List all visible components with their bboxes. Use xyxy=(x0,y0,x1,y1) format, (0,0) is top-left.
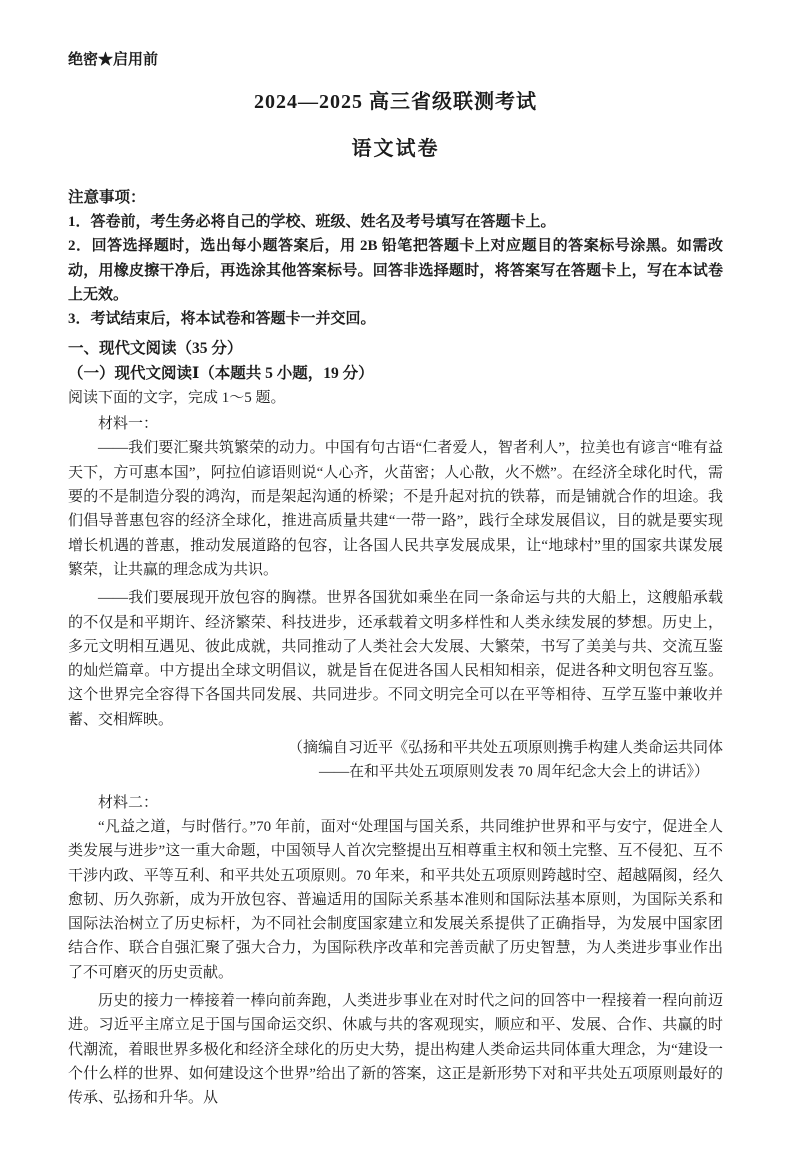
material-two-paragraph-2: 历史的接力一棒接着一棒向前奔跑，人类进步事业在对时代之问的回答中一程接着一程向前迈进。习近平主席立足于国与国命运交织、休戚与共的客观现实，顺应和平、发展、合作、共赢的时代潮流，着眼世界多极化和经济全球化的历史大势，提出构建人类命运共同体重大理念，为“建设一个什么样的世界、如何建设这个世界”给出了新的答案，这正是新形势下对和平共处五项原则最好的传承、弘扬和升华。从 xyxy=(68,993,723,1107)
notice-item-1: 1．答卷前，考生务必将自己的学校、班级、姓名及考号填写在答题卡上。 xyxy=(68,214,556,231)
notice-item-2: 2．回答选择题时，选出每小题答案后，用 2B 铅笔把答题卡上对应题目的答案标号涂黑。如需改动，用橡皮擦干净后，再选涂其他答案标号。回答非选择题时，将答案写在答题卡上，写在本试卷上无效。 xyxy=(68,238,723,304)
classification-label: 绝密★启用前 xyxy=(68,52,159,68)
attribution-line-2: ——在和平共处五项原则发表 70 周年纪念大会上的讲话》） xyxy=(318,764,709,781)
notice-item-3: 3．考试结束后，将本试卷和答题卡一并交回。 xyxy=(68,311,376,328)
notice-heading: 注意事项： xyxy=(68,189,146,207)
material-one-paragraph-1: ——我们要汇聚共筑繁荣的动力。中国有句古语“仁者爱人，智者利人”，拉美也有谚言“唯有益天下，方可惠本国”，阿拉伯谚语则说“人心齐，火苗密；人心散，火不燃”。在经济全球化时代，需要的不是制造分裂的鸿沟，而是架起沟通的桥梁；不是升起对抗的铁幕，而是铺就合作的坦途。我们倡导普惠包容的经济全球化，推进高质量共建“一带一路”，践行全球发展倡议，目的就是要实现增长机遇的普惠，推动发展道路的包容，让各国人民共享发展成果，让“地球村”里的国家共谋发展繁荣，让共赢的理念成为共识。 xyxy=(68,440,723,578)
attribution-line-1: （摘编自习近平《弘扬和平共处五项原则携手构建人类命运共同体 xyxy=(287,740,723,757)
material-one-label: 材料一： xyxy=(98,416,159,433)
section-heading-modern-reading: 一、现代文阅读（35 分） xyxy=(68,339,243,357)
material-one-paragraph-2: ——我们要展现开放包容的胸襟。世界各国犹如乘坐在同一条命运与共的大船上，这艘船承载的不仅是和平期许、经济繁荣、科技进步，还承载着文明多样性和人类永续发展的梦想。历史上，多元文明相互遇见、彼此成就，共同推动了人类社会大发展、大繁荣，书写了美美与共、交流互鉴的灿烂篇章。中方提出全球文明倡议，就是旨在促进各国人民相知相亲，促进各种文明包容互鉴。这个世界完全容得下各国共同发展、共同进步。不同文明完全可以在平等相待、互学互鉴中兼收并蓄、交相辉映。 xyxy=(68,590,723,728)
paper-subtitle: 语文试卷 xyxy=(351,137,440,160)
exam-title: 2024—2025 高三省级联测考试 xyxy=(254,91,537,114)
spacer xyxy=(68,785,723,789)
material-two-paragraph-1: “凡益之道，与时偕行。”70 年前，面对“处理国与国关系，共同维护世界和平与安宁，促进全人类发展与进步”这一重大命题，中国领导人首次完整提出互相尊重主权和领土完整、互不侵犯、互不干涉内政、平等互利、和平共处五项原则。70 年来，和平共处五项原则跨越时空、超越隔阂，经久愈韧、历久弥新，成为开放包容、普遍适用的国际关系基本准则和国际法基本原则，为国际关系和国际法治树立了历史标杆，为不同社会制度国家建立和发展关系提供了正确指导，为发展中国家团结合作、联合自强汇聚了强大合力，为国际秩序改革和完善贡献了历史智慧，为人类进步事业作出了不可磨灭的历史贡献。 xyxy=(68,818,723,981)
subsection-heading-reading-one: （一）现代文阅读Ⅰ（本题共 5 小题，19 分） xyxy=(68,364,374,382)
material-two-label: 材料二： xyxy=(98,794,159,811)
reading-instruction: 阅读下面的文字，完成 1～5 题。 xyxy=(68,389,286,406)
